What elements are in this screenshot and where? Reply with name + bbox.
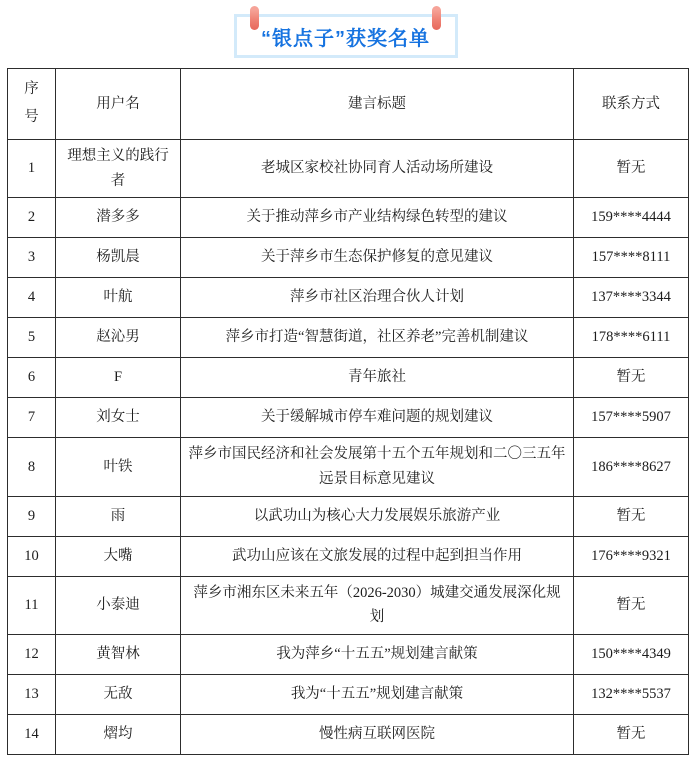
cell-user: 大嘴 [56,536,181,576]
cell-contact: 150****4349 [574,634,689,674]
cell-no: 10 [8,536,56,576]
cell-no: 8 [8,438,56,496]
cell-user: 无敌 [56,674,181,714]
cell-no: 7 [8,398,56,438]
column-header-title: 建言标题 [181,69,574,140]
cell-contact: 暂无 [574,576,689,634]
cell-title: 萍乡市湘东区未来五年（2026-2030）城建交通发展深化规划 [181,576,574,634]
table-row [8,238,689,278]
cell-contact: 178****6111 [574,318,689,358]
table-row [8,278,689,318]
cell-title: 武功山应该在文旅发展的过程中起到担当作用 [181,536,574,576]
cell-user: 赵沁男 [56,318,181,358]
cell-user: 理想主义的践行者 [56,140,181,198]
table-row [8,318,689,358]
cell-user: 黄智林 [56,634,181,674]
cell-no: 2 [8,198,56,238]
table-row [8,438,689,496]
cell-title: 老城区家校社协同育人活动场所建设 [181,140,574,198]
cell-title: 萍乡市国民经济和社会发展第十五个五年规划和二〇三五年远景目标意见建议 [181,438,574,496]
page-title: “银点子”获奖名单 [261,27,430,50]
cell-no: 5 [8,318,56,358]
table-row [8,398,689,438]
cell-title: 萍乡市打造“智慧街道，社区养老”完善机制建议 [181,318,574,358]
cell-contact: 157****8111 [574,238,689,278]
pin-icon [250,6,259,30]
cell-title: 慢性病互联网医院 [181,714,574,754]
cell-user: F [56,358,181,398]
cell-user: 刘女士 [56,398,181,438]
cell-contact: 176****9321 [574,536,689,576]
cell-contact: 186****8627 [574,438,689,496]
cell-title: 关于萍乡市生态保护修复的意见建议 [181,238,574,278]
cell-user: 杨凯晨 [56,238,181,278]
cell-contact: 157****5907 [574,398,689,438]
table-row [8,358,689,398]
awards-table [7,68,689,755]
cell-user: 雨 [56,496,181,536]
cell-user: 叶航 [56,278,181,318]
table-row [8,576,689,634]
cell-no: 11 [8,576,56,634]
table-row [8,634,689,674]
table-header-row [8,69,689,140]
cell-title: 青年旅社 [181,358,574,398]
cell-title: 萍乡市社区治理合伙人计划 [181,278,574,318]
column-header-contact: 联系方式 [574,69,689,140]
cell-no: 3 [8,238,56,278]
cell-contact: 暂无 [574,714,689,754]
table-row [8,536,689,576]
cell-no: 12 [8,634,56,674]
pin-icon [432,6,441,30]
cell-contact: 暂无 [574,496,689,536]
cell-no: 13 [8,674,56,714]
column-header-no: 序号 [8,69,56,140]
cell-user: 潜多多 [56,198,181,238]
cell-contact: 159****4444 [574,198,689,238]
cell-no: 9 [8,496,56,536]
cell-no: 4 [8,278,56,318]
cell-contact: 暂无 [574,140,689,198]
cell-title: 我为“十五五”规划建言献策 [181,674,574,714]
cell-title: 以武功山为核心大力发展娱乐旅游产业 [181,496,574,536]
table-row [8,198,689,238]
cell-contact: 暂无 [574,358,689,398]
cell-title: 关于推动萍乡市产业结构绿色转型的建议 [181,198,574,238]
cell-no: 1 [8,140,56,198]
table-row [8,496,689,536]
table-body [8,140,689,755]
table-row [8,714,689,754]
cell-title: 关于缓解城市停车难问题的规划建议 [181,398,574,438]
cell-contact: 132****5537 [574,674,689,714]
cell-no: 14 [8,714,56,754]
column-header-user: 用户名 [56,69,181,140]
cell-no: 6 [8,358,56,398]
cell-user: 熠均 [56,714,181,754]
title-banner [234,14,458,58]
table-row [8,674,689,714]
cell-user: 叶铁 [56,438,181,496]
cell-contact: 137****3344 [574,278,689,318]
cell-title: 我为萍乡“十五五”规划建言献策 [181,634,574,674]
cell-user: 小泰迪 [56,576,181,634]
table-row [8,140,689,198]
